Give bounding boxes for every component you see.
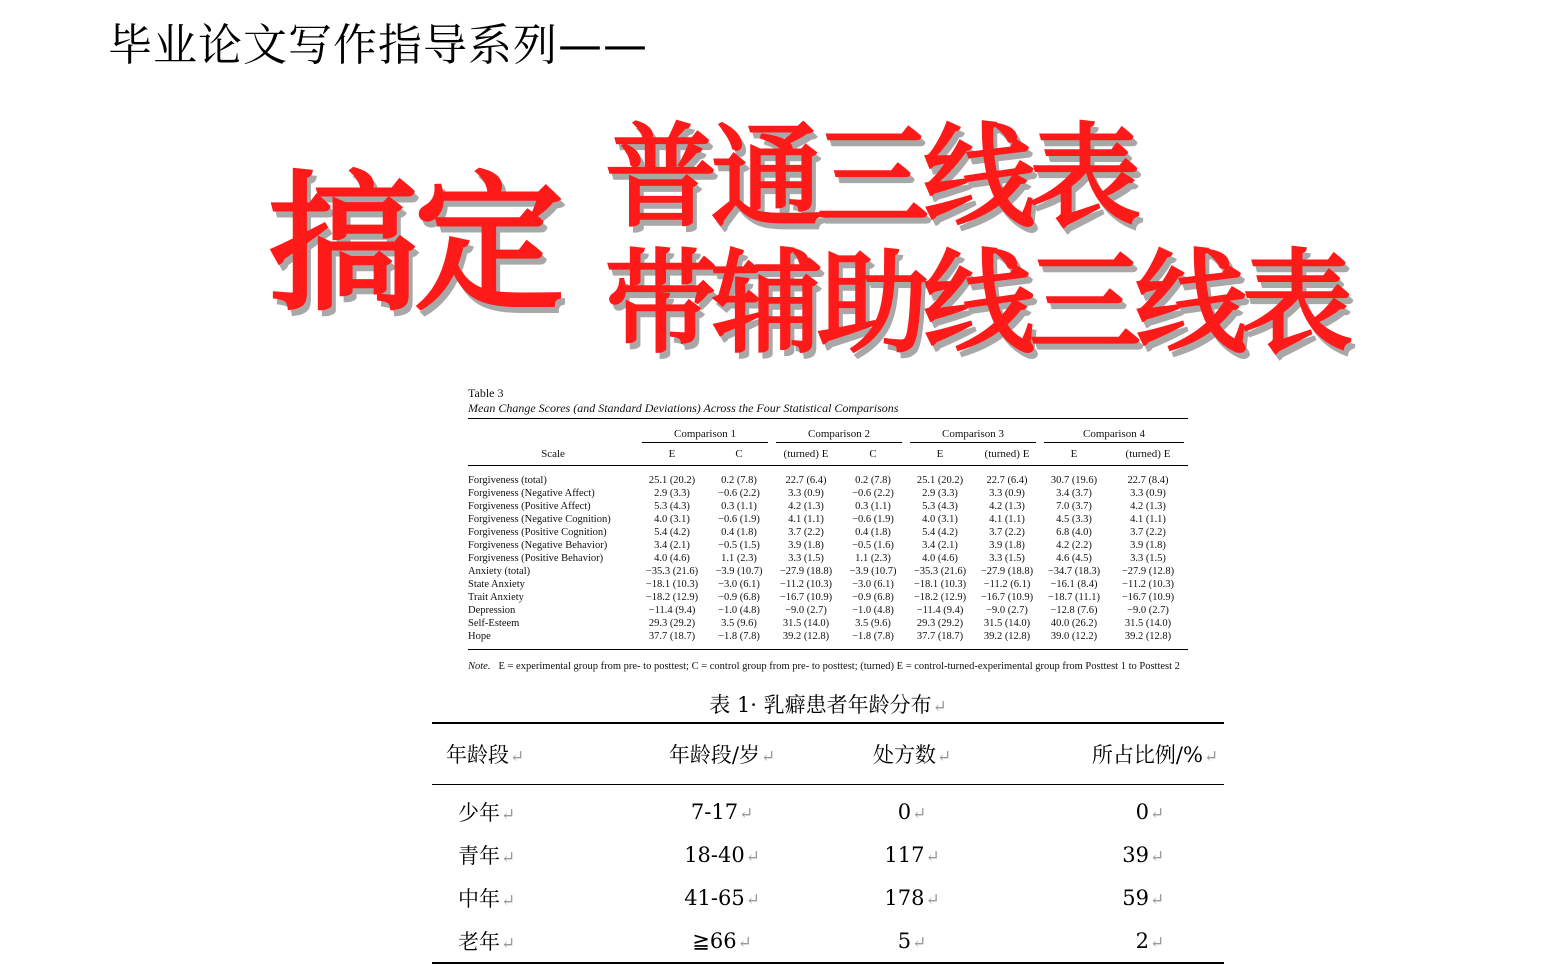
score-cell: 3.3 (1.5) [1130,553,1166,564]
score-cell: 39.0 (12.2) [1040,630,1108,650]
paragraph-mark-icon: ↵ [932,696,947,716]
score-cell: 3.5 (9.6) [855,618,891,629]
score-cell: 3.9 (1.8) [1130,540,1166,551]
note-label: Note. [468,661,491,672]
paragraph-mark-icon: ↵ [745,845,760,866]
apa-table-row [468,565,1188,578]
cn-table-cell: 0↵ [897,799,927,824]
score-cell: 39.2 (12.8) [772,630,840,650]
score-cell: 37.7 (18.7) [638,630,706,650]
score-cell: −0.5 (1.6) [852,540,894,551]
apa-table-figure [468,386,1188,673]
score-cell: 6.8 (4.0) [1056,527,1092,538]
score-cell: −0.5 (1.5) [718,540,760,551]
scale-name-cell: Forgiveness (Positive Affect) [468,501,591,512]
score-cell: 4.2 (2.2) [1056,540,1092,551]
cn-header-cell: 所占比例/%↵ [1091,743,1218,767]
score-cell: −16.7 (10.9) [1121,592,1175,603]
subheader: (turned) E [772,443,840,466]
score-cell: −18.1 (10.3) [645,579,699,590]
apa-table-row [468,630,1188,650]
score-cell: −16.7 (10.9) [980,592,1034,603]
scale-name-cell: Forgiveness (Negative Cognition) [468,514,611,525]
score-cell: −9.0 (2.7) [986,605,1028,616]
cn-header-cell: 处方数↵ [872,743,952,767]
score-cell: 4.2 (1.3) [1130,501,1166,512]
score-cell: 0.3 (1.1) [855,501,891,512]
comparison-2-header: Comparison 2 [772,423,906,443]
score-cell: 22.7 (8.4) [1127,475,1169,486]
score-cell: −9.0 (2.7) [785,605,827,616]
headline-line-2: 带辅助线三线表 [605,239,1347,369]
cn-table-cell: 老年↵ [458,929,516,954]
score-cell: 4.0 (4.6) [654,553,690,564]
scale-name-cell: Self-Esteem [468,618,520,629]
score-cell: 5.3 (4.3) [922,501,958,512]
comparison-1-header: Comparison 1 [638,423,772,443]
score-cell: 0.2 (7.8) [721,475,757,486]
scale-name-cell: Forgiveness (total) [468,475,547,486]
score-cell: 5.4 (4.2) [654,527,690,538]
score-cell: 0.3 (1.1) [721,501,757,512]
paragraph-mark-icon: ↵ [501,803,516,824]
cn-table-cell: 18-40↵ [684,842,760,867]
score-cell: 3.3 (0.9) [989,488,1025,499]
score-cell: 37.7 (18.7) [906,630,974,650]
score-cell: −0.6 (2.2) [718,488,760,499]
score-cell: −0.6 (1.9) [718,514,760,525]
paragraph-mark-icon: ↵ [912,802,927,823]
score-cell: −3.0 (6.1) [718,579,760,590]
score-cell: −27.9 (18.8) [779,566,833,577]
score-cell: −0.9 (6.8) [718,592,760,603]
apa-table-note [468,660,1188,673]
score-cell: 3.4 (3.7) [1056,488,1092,499]
score-cell: −11.4 (9.4) [648,605,696,616]
paragraph-mark-icon: ↵ [925,845,940,866]
score-cell: 4.5 (3.3) [1056,514,1092,525]
score-cell: 4.0 (3.1) [922,514,958,525]
cn-header-cell: 年龄段/岁↵ [668,743,776,767]
scale-header: Scale [468,443,638,466]
subheader: E [906,443,974,466]
apa-table-caption: Mean Change Scores (and Standard Deviations) Across the Four Statistical Comparisons [468,401,899,415]
cn-table-cell: ≧66↵ [692,928,752,953]
score-cell: −11.4 (9.4) [916,605,964,616]
score-cell: 3.3 (0.9) [1130,488,1166,499]
cn-table-body [432,785,1224,964]
paragraph-mark-icon: ↵ [1149,931,1164,952]
subheader: (turned) E [974,443,1040,466]
paragraph-mark-icon: ↵ [501,932,516,953]
paragraph-mark-icon: ↵ [1149,888,1164,909]
scale-name-cell: Hope [468,630,638,650]
score-cell: 4.0 (4.6) [922,553,958,564]
score-cell: 3.4 (2.1) [654,540,690,551]
score-cell: −11.2 (10.3) [1122,579,1174,590]
score-cell: 1.1 (2.3) [855,553,891,564]
scale-name-cell: Trait Anxiety [468,592,524,603]
paragraph-mark-icon: ↵ [1203,746,1218,766]
score-cell: 5.3 (4.3) [654,501,690,512]
paragraph-mark-icon: ↵ [501,889,516,910]
cn-table-caption: 表 1· 乳癖患者年龄分布↵ [709,693,947,717]
cn-table-cell: 0↵ [1135,799,1164,824]
score-cell: 0.4 (1.8) [721,527,757,538]
paragraph-mark-icon: ↵ [761,746,776,766]
cn-table-cell: 5↵ [897,928,927,953]
apa-table-row [468,578,1188,591]
apa-table-row [468,604,1188,617]
score-cell: 39.2 (12.8) [1108,630,1188,650]
score-cell: −0.6 (1.9) [852,514,894,525]
subheader: (turned) E [1108,443,1188,466]
apa-table-row [468,513,1188,526]
score-cell: 22.7 (6.4) [986,475,1028,486]
apa-table-row [468,487,1188,500]
cn-three-line-table [432,722,1224,964]
score-cell: −35.3 (21.6) [913,566,967,577]
scale-name-cell: Forgiveness (Positive Behavior) [468,553,604,564]
score-cell: −3.9 (10.7) [849,566,897,577]
score-cell: 25.1 (20.2) [648,475,696,486]
score-cell: −12.8 (7.6) [1050,605,1098,616]
score-cell: −0.9 (6.8) [852,592,894,603]
score-cell: 25.1 (20.2) [916,475,964,486]
comparison-3-header: Comparison 3 [906,423,1040,443]
score-cell: −18.2 (12.9) [645,592,699,603]
apa-table-row [468,617,1188,630]
apa-table-row [468,466,1188,488]
score-cell: 4.2 (1.3) [989,501,1025,512]
score-cell: 0.2 (7.8) [855,475,891,486]
score-cell: 29.3 (29.2) [648,618,696,629]
score-cell: 3.7 (2.2) [788,527,824,538]
score-cell: 4.1 (1.1) [989,514,1025,525]
apa-table-row [468,500,1188,513]
score-cell: −34.7 (18.3) [1047,566,1101,577]
cn-table-row [432,785,1224,834]
score-cell: 40.0 (26.2) [1050,618,1098,629]
cn-table-cell: 39↵ [1122,842,1164,867]
paragraph-mark-icon: ↵ [745,888,760,909]
scale-name-cell: Anxiety (total) [468,566,531,577]
score-cell: 39.2 (12.8) [974,630,1040,650]
apa-table-body [468,466,1188,650]
cn-table-cell: 117↵ [884,842,940,867]
scale-name-cell: Forgiveness (Positive Cognition) [468,527,607,538]
cn-table-row [432,833,1224,876]
score-cell: 30.7 (19.6) [1050,475,1098,486]
score-cell: −11.2 (6.1) [983,579,1031,590]
paragraph-mark-icon: ↵ [925,888,940,909]
score-cell: −11.2 (10.3) [780,579,832,590]
paragraph-mark-icon: ↵ [737,931,752,952]
note-text: E = experimental group from pre- to posttest; C = control group from pre- to posttest; (turned) E = control-turned-experimental group from Posttest 1 to Posttest 2 [498,661,1180,672]
score-cell: 4.0 (3.1) [654,514,690,525]
score-cell: 0.4 (1.8) [855,527,891,538]
paragraph-mark-icon: ↵ [912,931,927,952]
score-cell: −35.3 (21.6) [645,566,699,577]
score-cell: −16.7 (10.9) [779,592,833,603]
apa-table-row [468,526,1188,539]
score-cell: 4.6 (4.5) [1056,553,1092,564]
score-cell: −3.9 (10.7) [715,566,763,577]
scale-name-cell: Forgiveness (Negative Behavior) [468,540,608,551]
cn-table-row [432,876,1224,919]
score-cell: −1.0 (4.8) [718,605,760,616]
score-cell: 3.5 (9.6) [721,618,757,629]
apa-table [468,418,1188,650]
score-cell: 3.3 (0.9) [788,488,824,499]
paragraph-mark-icon: ↵ [936,746,952,766]
cn-table-cell: 7-17↵ [690,799,754,824]
apa-table-row [468,591,1188,604]
score-cell: −18.1 (10.3) [913,579,967,590]
score-cell: 2.9 (3.3) [922,488,958,499]
score-cell: 4.1 (1.1) [788,514,824,525]
subheader: E [1040,443,1108,466]
paragraph-mark-icon: ↵ [739,802,754,823]
score-cell: 3.3 (1.5) [788,553,824,564]
score-cell: −1.0 (4.8) [852,605,894,616]
score-cell: 1.1 (2.3) [721,553,757,564]
paragraph-mark-icon: ↵ [510,746,525,766]
score-cell: 3.9 (1.8) [989,540,1025,551]
cn-table-cell: 少年↵ [458,800,516,825]
scale-name-cell: State Anxiety [468,579,525,590]
score-cell: −9.0 (2.7) [1127,605,1169,616]
score-cell: 3.3 (1.5) [989,553,1025,564]
score-cell: −0.6 (2.2) [852,488,894,499]
paragraph-mark-icon: ↵ [1149,802,1164,823]
score-cell: −1.8 (7.8) [706,630,772,650]
scale-name-cell: Depression [468,605,516,616]
score-cell: −18.2 (12.9) [913,592,967,603]
score-cell: 5.4 (4.2) [922,527,958,538]
score-cell: 31.5 (14.0) [983,618,1031,629]
apa-table-number: Table 3 [468,386,504,400]
score-cell: 31.5 (14.0) [1124,618,1172,629]
cn-table-cell: 中年↵ [458,886,516,911]
subheader: E [638,443,706,466]
cn-table-cell: 41-65↵ [684,885,760,910]
paragraph-mark-icon: ↵ [501,846,516,867]
score-cell: 3.9 (1.8) [788,540,824,551]
score-cell: −3.0 (6.1) [852,579,894,590]
score-cell: −27.9 (12.8) [1121,566,1175,577]
subheader: C [840,443,906,466]
cn-table-cell: 59↵ [1122,885,1164,910]
apa-table-row [468,552,1188,565]
score-cell: −27.9 (18.8) [980,566,1034,577]
score-cell: 3.7 (2.2) [989,527,1025,538]
paragraph-mark-icon: ↵ [1149,845,1164,866]
headline-main: 搞定 [268,158,561,332]
score-cell: 4.1 (1.1) [1130,514,1166,525]
score-cell: 22.7 (6.4) [785,475,827,486]
score-cell: −1.8 (7.8) [840,630,906,650]
comparison-4-header: Comparison 4 [1040,423,1188,443]
headline-line-1: 普通三线表 [605,113,1135,243]
score-cell: −16.1 (8.4) [1050,579,1098,590]
cn-table-row [432,919,1224,963]
score-cell: −18.7 (11.1) [1048,592,1100,603]
score-cell: 31.5 (14.0) [782,618,830,629]
score-cell: 7.0 (3.7) [1056,501,1092,512]
cn-table-cell: 2↵ [1135,928,1164,953]
cn-table-cell: 178↵ [884,885,940,910]
subheader: C [706,443,772,466]
score-cell: 2.9 (3.3) [654,488,690,499]
cn-table-cell: 青年↵ [458,843,516,868]
scale-name-cell: Forgiveness (Negative Affect) [468,488,595,499]
cn-header-cell: 年龄段↵ [446,743,525,767]
score-cell: 29.3 (29.2) [916,618,964,629]
score-cell: 3.7 (2.2) [1130,527,1166,538]
series-title: 毕业论文写作指导系列—— [108,20,648,71]
apa-table-row [468,539,1188,552]
score-cell: 4.2 (1.3) [788,501,824,512]
score-cell: 3.4 (2.1) [922,540,958,551]
